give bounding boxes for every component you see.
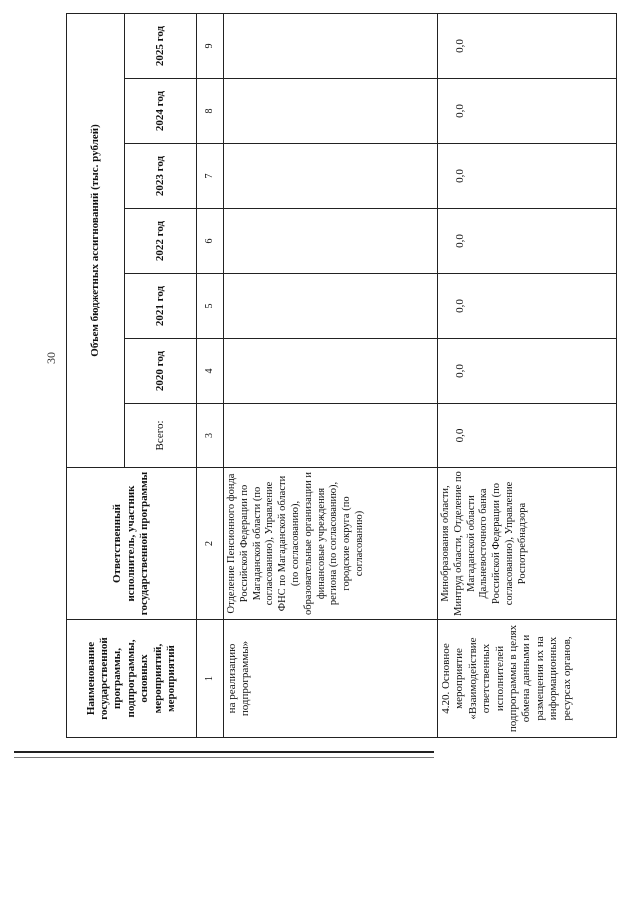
header-year-2022: 2022 год: [125, 209, 197, 274]
column-number-row: [197, 13, 224, 737]
column-number: 3: [197, 404, 224, 468]
column-number: 8: [197, 79, 224, 144]
row-executor: Минобразования области, Минтруд области, Отделение по Магаданской области Дальневосточного банка Российской Федерации (по согласованию), Управление Роспотребнадзора: [438, 468, 617, 620]
row-value-total: 0,0: [438, 404, 617, 468]
row-value-2025: 0,0: [438, 13, 617, 78]
column-number: 7: [197, 144, 224, 209]
page-number: 30: [44, 352, 58, 364]
row-value-2022: [224, 209, 438, 274]
header-name: Наименование государственной программы, подпрограммы, основных мероприятий, мероприятий: [67, 620, 197, 738]
column-number: 5: [197, 274, 224, 339]
header-budget-group: Объем бюджетных ассигнований (тыс. рублей): [67, 13, 125, 467]
row-value-2021: 0,0: [438, 274, 617, 339]
header-executor: Ответственный исполнитель, участник государственной программы: [67, 468, 197, 620]
header-year-2021: 2021 год: [125, 274, 197, 339]
row-value-total: [224, 404, 438, 468]
row-value-2023: 0,0: [438, 144, 617, 209]
budget-table: [66, 13, 617, 738]
table-row: [224, 13, 438, 737]
row-value-2025: [224, 13, 438, 78]
column-number: 6: [197, 209, 224, 274]
row-value-2021: [224, 274, 438, 339]
row-value-2020: [224, 339, 438, 404]
header-year-2020: 2020 год: [125, 339, 197, 404]
column-number: 1: [197, 620, 224, 738]
column-number: 4: [197, 339, 224, 404]
column-number: 9: [197, 13, 224, 78]
rotated-table-container: [66, 14, 616, 738]
header-year-2024: 2024 год: [125, 79, 197, 144]
row-value-2022: 0,0: [438, 209, 617, 274]
table-row: [438, 13, 617, 737]
header-total: Всего:: [125, 404, 197, 468]
row-executor: Отделение Пенсионного фонда Российской Федерации по Магаданской области (по согласованию), Управление ФНС по Магаданской области (по согласованию), образовательные организации и финансовые учреждения региона (по согласованию), городские округа (по согласованию): [224, 468, 438, 620]
row-value-2024: 0,0: [438, 79, 617, 144]
page-divider-thin: [14, 757, 434, 758]
header-year-2023: 2023 год: [125, 144, 197, 209]
row-value-2024: [224, 79, 438, 144]
row-value-2023: [224, 144, 438, 209]
row-value-2020: 0,0: [438, 339, 617, 404]
row-name: на реализацию подпрограммы»: [224, 620, 438, 738]
column-number: 2: [197, 468, 224, 620]
row-name: 4.20. Основное мероприятие «Взаимодействие ответственных исполнителей подпрограммы в целях обмена данными и размещения их на информационных ресурсах органов,: [438, 620, 617, 738]
header-year-2025: 2025 год: [125, 13, 197, 78]
page-divider-thick: [14, 751, 434, 753]
